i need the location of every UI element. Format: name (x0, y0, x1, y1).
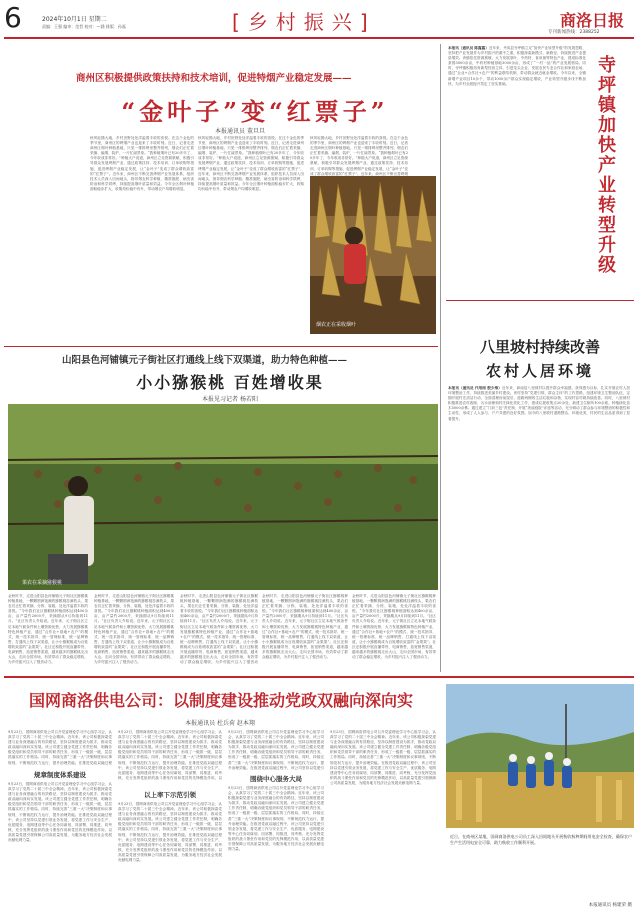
kiwi-harvest-photo-svg (8, 404, 438, 590)
sidebar1-body (448, 46, 586, 252)
photo-caption-text: 烟农正在采收烟叶 (316, 322, 357, 328)
article3-body-col3b: 9月23日，国网商洛供电公司召开党委理论学习中心组学习会，认真学习了党的二十届三中全会精神。近年来，该公司积极探索党建与业务深度融合的有效路径，坚持以制度建设为抓手，推动党政双融向深向实发展。该公司建立健全党建工作责任制，明确各级党组织和党员领导干部的职责任务，形成了一级抓一级、层层抓落实的工作格局。同时，持续完善“三重一大”决策制度和议事规则，不断规范权力运行，提升治理效能。在推进党政双融过程中，该公司坚持以党建引领业务发展，将党建工作与安全生产、优质服务、电网建设等中心任务同谋划、同部署、同推进、同考核，充分发挥党组织的战斗堡垒作用和党员的先锋模范作用，以高质量党建引领保障公司高质量发展，为服务地方经济社会发展贡献电网力量。 (228, 786, 324, 852)
article3-subhead3: 围绕中心服务大局 (250, 775, 302, 783)
sidebar2-text: 近年来，商南县八里坡村以提升群众幸福感、获得感为目标，扎实开展农村人居环境整治工作，持续推进美丽乡村建设。该村坚持“党建引领、群众主体”的工作思路，组建环境卫生整治队伍，定期开展村庄清洁行动，全面清理房前屋后、道路两侧的生活垃圾和杂物，实现村容村貌持续改善。同时，八里坡村积极推进农村改厕、污水治理和村庄绿化美化工作，建成垃圾收集点20余处，新建卫生厕所100余座，种植绿化苗木5000余株。通过建立“门前三包”责任制、开展“美丽庭院”评选等活动，充分调动了群众参与环境整治的积极性和主动性，形成了人人参与、户户共建的良好氛围。如今的八里坡村道路整洁、环境优美，村民的生活品质得到了显著提升。 (448, 386, 630, 421)
sidebar2-top-rule (446, 300, 634, 301)
article3-body-col1: 9月23日，国网商洛供电公司召开党委理论学习中心组学习会，认真学习了党的二十届三中全会精神。近年来，该公司积极探索党建与业务深度融合的有效路径，坚持以制度建设为抓手，推动党政双融向深向实发展。该公司建立健全党建工作责任制，明确各级党组织和党员领导干部的职责任务，形成了一级抓一级、层层抓落实的工作格局。同时，持续完善“三重一大”决策制度和议事规则，不断规范权力运行，提升治理效能。在推进党政双融过程 (8, 730, 112, 765)
kiwi-photo-caption: 果农在采摘猕猴桃 (22, 580, 63, 586)
article2-body-col5: 金秋时节，走进山阳县色河铺镇元子街社区猕猴桃种植基地，一颗颗圆润饱满的猕猴桃挂满枝头，果农们正忙着采摘、分拣、装箱，处处洋溢着丰收的喜悦。“今年我们社区猕猴桃种植面积达到400余亩，亩产量约2000斤，采摘期从9月持续到11月。”社区负责人介绍说。近年来，元子街社区立足本地气候条件和土壤资源优势，大力发展猕猴桃特色种植产业，通过“合作社+基地+农户”的模式，统一技术指导、统一管理标准、统一品牌销售，打通线上线下双渠道，让小小猕猴桃成为百姓增收致富的“金果果”。社区还积极开展直播带货、电商销售，拓宽销售渠道，越来越多的猕猴桃走出大山，走向全国市场，有效带动了群众稳定增收，为乡村振兴注入了强劲动力。 (352, 594, 436, 660)
article2-body-col1: 金秋时节，走进山阳县色河铺镇元子街社区猕猴桃种植基地，一颗颗圆润饱满的猕猴桃挂满枝头，果农们正忙着采摘、分拣、装箱，处处洋溢着丰收的喜悦。“今年我们社区猕猴桃种植面积达到400余亩，亩产量约2000斤，采摘期从9月持续到11月。”社区负责人介绍说。近年来，元子街社区立足本地气候条件和土壤资源优势，大力发展猕猴桃特色种植产业，通过“合作社+基地+农户”的模式，统一技术指导、统一管理标准、统一品牌销售，打通线上线下双渠道，让小小猕猴桃成为百姓增收致富的“金果果”。社区还积极开展直播带货、电商销售，拓宽销售渠道，越来越多的猕猴桃走出大山，走向全国市场，有效带动了群众稳定增收，为乡村振兴注入了强劲动力。 (8, 594, 88, 664)
article1-body-col3: 秋风轻拂大地，乡村田野处处洋溢着丰收的喜悦。在这个金色的季节里，商州区的烤烟产业也迎来了丰收时刻。近日，记者走进商州区烟叶种植基地，只见一排排烤房整齐排列，烟农们正忙着采摘、编烟、装炉，一片忙碌景象。“我种植烟叶已有20多年了，今年收成非常好。”种植大户说道，商州区立足资源禀赋，积极引导群众发展烤烟产业，通过政策扶持、技术培训、订单收购等措施，促进烤烟产业稳定发展，让“金叶子”变成了群众增收致富的“红票子”。近年来，商州区不断完善烤烟 (310, 136, 408, 176)
date-line: 2024年10月1日 星期二 (42, 16, 107, 23)
sidebar2-body (448, 386, 630, 672)
article3-body-col3: 9月23日，国网商洛供电公司召开党委理论学习中心组学习会，认真学习了党的二十届三中全会精神。近年来，该公司积极探索党建与业务深度融合的有效路径，坚持以制度建设为抓手，推动党政双融向深向实发展。该公司建立健全党建工作责任制，明确各级党组织和党员领导干部的职责任务，形成了一级抓一级、层层抓落实的工作格局。同时，持续完善“三重一大”决策制度和议事规则，不断规范权力运行，提升治理效能。在推进党政双融过程中，该公司坚持以党建引 (228, 730, 324, 770)
article1-headline: “金叶子”变“红票子” (121, 97, 389, 126)
page-number: 6 (4, 1, 22, 34)
sidebar2-byline: 本报讯（通讯员 代培雨 殷少维） (448, 386, 502, 390)
article3-body-col2: 9月23日，国网商洛供电公司召开党委理论学习中心组学习会，认真学习了党的二十届三中全会精神。近年来，该公司积极探索党建与业务深度融合的有效路径，坚持以制度建设为抓手，推动党政双融向深向实发展。该公司建立健全党建工作责任制，明确各级党组织和党员领导干部的职责任务，形成了一级抓一级、层层抓落实的工作格局。同时，持续完善“三重一大”决策制度和议事规则，不断规范权力运行，提升治理效能。在推进党政双融过程中，该公司坚持以党建引领业务发展，将党建工作与安全生产、优质服务、电网建设等中心任务同谋划、同部署、同推进、同考核，充分发挥党组织的战斗堡垒作用和党员的先锋模范作用，以 (118, 730, 222, 780)
power-inspection-photo (446, 684, 634, 828)
section-title (232, 6, 376, 35)
sidebar1-headline: 寺坪镇加快产业转型升级 (598, 55, 616, 276)
article1-byline: 本报通讯员 董旦旦 (215, 128, 265, 135)
article3-byline: 本报通讯员 杜兵荷 赵本翔 (185, 720, 255, 727)
article3-headline: 国网商洛供电公司：以制度建设推动党政双融向深向实 (28, 691, 413, 710)
bracket-left-icon: [ (232, 10, 248, 34)
article2-body-col3: 金秋时节，走进山阳县色河铺镇元子街社区猕猴桃种植基地，一颗颗圆润饱满的猕猴桃挂满枝头，果农们正忙着采摘、分拣、装箱，处处洋溢着丰收的喜悦。“今年我们社区猕猴桃种植面积达到400余亩，亩产量约2000斤，采摘期从9月持续到11月。”社区负责人介绍说。近年来，元子街社区立足本地气候条件和土壤资源优势，大力发展猕猴桃特色种植产业，通过“合作社+基地+农户”的模式，统一技术指导、统一管理标准、统一品牌销售，打通线上线下双渠道，让小小猕猴桃成为百姓增收致富的“金果果”。社区还积极开展直播带货、电商销售，拓宽销售渠道，越来越多的猕猴桃走出大山，走向全国市场，有效带动了群众稳定增收，为乡村振兴注入了强劲动 (180, 594, 258, 664)
sidebar2-headline-line1: 八里坡村持续改善 (479, 338, 600, 356)
article2-body-col2: 金秋时节，走进山阳县色河铺镇元子街社区猕猴桃种植基地，一颗颗圆润饱满的猕猴桃挂满枝头，果农们正忙着采摘、分拣、装箱，处处洋溢着丰收的喜悦。“今年我们社区猕猴桃种植面积达到400余亩，亩产量约2000斤，采摘期从9月持续到11月。”社区负责人介绍说。近年来，元子街社区立足本地气候条件和土壤资源优势，大力发展猕猴桃特色种植产业，通过“合作社+基地+农户”的模式，统一技术指导、统一管理标准、统一品牌销售，打通线上线下双渠道，让小小猕猴桃成为百姓增收致富的“金果果”。社区还积极开展直播带货、电商销售，拓宽销售渠道，越来越多的猕猴桃走出大山，走向全国市场，有效带动了群众稳定增收，为乡村振兴注入了强劲动力。 (94, 594, 174, 664)
article2-subtitle: 山阳县色河铺镇元子街社区打通线上线下双渠道，助力特色种植—— (62, 355, 348, 366)
photo3-credit: 本报通讯员 杨建荣 摄 (588, 903, 632, 908)
article1-subtitle: 商州区积极提供政策扶持和技术培训，促进特烟产业稳定发展—— (76, 73, 352, 84)
article3-subhead2: 以上率下示范引领 (144, 791, 196, 799)
article2-body-col4: 金秋时节，走进山阳县色河铺镇元子街社区猕猴桃种植基地，一颗颗圆润饱满的猕猴桃挂满枝头，果农们正忙着采摘、分拣、装箱，处处洋溢着丰收的喜悦。“今年我们社区猕猴桃种植面积达到400余亩，亩产量约2000斤，采摘期从9月持续到11月。”社区负责人介绍说。近年来，元子街社区立足本地气候条件和土壤资源优势，大力发展猕猴桃特色种植产业，通过“合作社+基地+农户”的模式，统一技术指导、统一管理标准、统一品牌销售，打通线上线下双渠道，让小小猕猴桃成为百姓增收致富的“金果果”。社区还积极开展直播带货、电商销售，拓宽销售渠道，越来越多的猕猴桃走出大山，走向全国市场，有效带动了群众稳定增收，为乡村振兴注入了强劲动力。 (262, 594, 348, 660)
bracket-right-icon: ] (359, 10, 376, 34)
photo3-description: 近日，在商州区某地，国网商洛供电公司员工深入田间地头开展秋收秋种期间用电安全检查，确保农户生产生活用电安全可靠，助力秋收工作顺利开展。 (450, 834, 632, 845)
tobacco-harvest-photo-svg (310, 176, 436, 334)
article2-headline: 小小猕猴桃 百姓增收果 (136, 373, 324, 392)
divider-right-col (440, 44, 441, 672)
article3-body-col1b: 9月23日，国网商洛供电公司召开党委理论学习中心组学习会，认真学习了党的二十届三中全会精神。近年来，该公司积极探索党建与业务深度融合的有效路径，坚持以制度建设为抓手，推动党政双融向深向实发展。该公司建立健全党建工作责任制，明确各级党组织和党员领导干部的职责任务，形成了一级抓一级、层层抓落实的工作格局。同时，持续完善“三重一大”决策制度和议事规则，不断规范权力运行，提升治理效能。在推进党政双融过程中，该公司坚持以党建引领业务发展，将党建工作与安全生产、优质服务、电网建设等中心任务同谋划、同部署、同推进、同考核，充分发挥党组织的战斗堡垒作用和党员的先锋模范作用，以高质量党建引领保障公司高质量发展，为服务地方经济社会发展贡献电网力量。 (8, 782, 112, 843)
article3-body-col4: 9月23日，国网商洛供电公司召开党委理论学习中心组学习会，认真学习了党的二十届三中全会精神。近年来，该公司积极探索党建与业务深度融合的有效路径，坚持以制度建设为抓手，推动党政双融向深向实发展。该公司建立健全党建工作责任制，明确各级党组织和党员领导干部的职责任务，形成了一级抓一级、层层抓落实的工作格局。同时，持续完善“三重一大”决策制度和议事规则，不断规范权力运行，提升治理效能。在推进党政双融过程中，该公司坚持以党建引领业务发展，将党建工作与安全生产、优质服务、电网建设等中心任务同谋划、同部署、同推进、同考核，充分发挥党组织的战斗堡垒作用和党员的先锋模范作用，以高质量党建引领保障公司高质量发展，为服务地方经济社会发展贡献电网力量。 (330, 730, 436, 785)
article3-subhead1: 规章制度体系建设 (34, 771, 86, 779)
section-title-text: 乡村振兴 (247, 10, 360, 34)
hotline: 专刊新闻热线：2388252 (548, 30, 600, 35)
power-inspection-photo-svg (446, 684, 634, 828)
tobacco-harvest-photo (310, 176, 436, 334)
kiwi-harvest-photo (8, 404, 438, 590)
article2-top-rule (4, 346, 438, 347)
masthead-rule (4, 37, 634, 39)
article3-top-rule (4, 676, 634, 678)
article2-byline: 本报见习记者 杨若阳 (202, 396, 258, 403)
article1-body-col1: 秋风轻拂大地，乡村田野处处洋溢着丰收的喜悦。在这个金色的季节里，商州区的烤烟产业也迎来了丰收时刻。近日，记者走进商州区烟叶种植基地，只见一排排烤房整齐排列，烟农们正忙着采摘、编烟、装炉，一片忙碌景象。“我种植烟叶已有20多年了，今年收成非常好。”种植大户说道，商州区立足资源禀赋，积极引导群众发展烤烟产业，通过政策扶持、技术培训、订单收购等措施，促进烤烟产业稳定发展，让“金叶子”变成了群众增收致富的“红票子”。近年来，商州区不断完善烤烟产业发展体系，组织技术人员深入田间地头，指导烟农科学种植、精准施肥、病虫害防治和科学烘烤，持续提高烟叶质量和效益。今年全区烟叶种植面积稳步扩大，收购均价稳中有升，带动烟农户均增收明显。 (90, 136, 194, 191)
sidebar1-text: 近年来，丹凤县寺坪镇立足“加快产业转型升级”的发展思路，坚持把产业发展作为乡村振兴的重中之重，积极探索新模式、新路径，持续推进产业提质增效。该镇依托资源禀赋，大力发展茶叶、中药材、食用菌等特色产业，建成标准化茶园5000余亩，中药材种植基地3000余亩，形成了“一村一品”的产业发展格局。同时，寺坪镇积极培育新型经营主体，引进龙头企业，发展农民专业合作社和家庭农场，通过“企业+合作社+农户”的利益联结机制，带动群众就近就业增收。今年以来，全镇新增产业项目10余个，带动1000余户群众实现稳定增收，产业转型升级步伐不断加快，为乡村全面振兴奠定了坚实基础。 (448, 46, 586, 86)
article3-body-col2b: 9月23日，国网商洛供电公司召开党委理论学习中心组学习会，认真学习了党的二十届三中全会精神。近年来，该公司积极探索党建与业务深度融合的有效路径，坚持以制度建设为抓手，推动党政双融向深向实发展。该公司建立健全党建工作责任制，明确各级党组织和党员领导干部的职责任务，形成了一级抓一级、层层抓落实的工作格局。同时，持续完善“三重一大”决策制度和议事规则，不断规范权力运行，提升治理效能。在推进党政双融过程中，该公司坚持以党建引领业务发展，将党建工作与安全生产、优质服务、电网建设等中心任务同谋划、同部署、同推进、同考核，充分发挥党组织的战斗堡垒作用和党员的先锋模范作用，以高质量党建引领保障公司高质量发展，为服务地方经济社会发展贡献电网力量。 (118, 802, 222, 863)
staff-line: 责编：王强 编审：范哲 校对：—涵 排版：孙磊 (42, 24, 126, 29)
article1-body-col2: 秋风轻拂大地，乡村田野处处洋溢着丰收的喜悦。在这个金色的季节里，商州区的烤烟产业也迎来了丰收时刻。近日，记者走进商州区烟叶种植基地，只见一排排烤房整齐排列，烟农们正忙着采摘、编烟、装炉，一片忙碌景象。“我种植烟叶已有20多年了，今年收成非常好。”种植大户说道，商州区立足资源禀赋，积极引导群众发展烤烟产业，通过政策扶持、技术培训、订单收购等措施，促进烤烟产业稳定发展，让“金叶子”变成了群众增收致富的“红票子”。近年来，商州区不断完善烤烟产业发展体系，组织技术人员深入田间地头，指导烟农科学种植、精准施肥、病虫害防治和科学烘烤，持续提高烟叶质量和效益。今年全区烟叶种植面积稳步扩大，收购均价稳中有升，带动烟农户均增收明显。 (198, 136, 304, 191)
sidebar2-headline-line2: 农村人居环境 (485, 362, 594, 380)
paper-logo: 商洛日报 (560, 11, 625, 30)
sidebar1-byline: 本报讯（通讯员 陈露露） (448, 46, 489, 50)
